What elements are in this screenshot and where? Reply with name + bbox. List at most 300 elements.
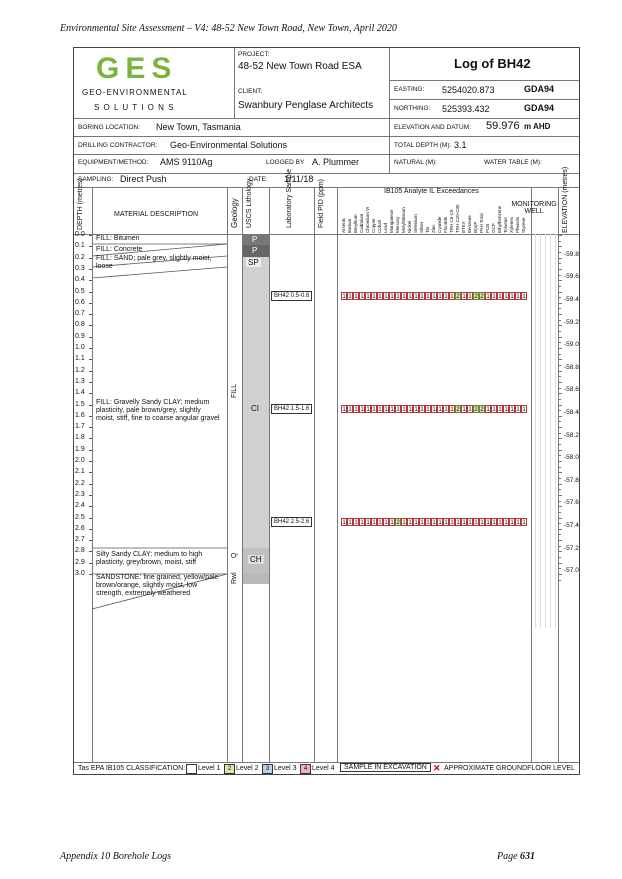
elevation-minor-tick xyxy=(559,574,562,575)
depth-tick xyxy=(89,246,92,247)
analyte-name: Beryllium xyxy=(353,214,358,233)
well-gridline xyxy=(545,234,546,628)
exceedance-cell: 1 xyxy=(510,520,514,526)
exceedance-cell: 1 xyxy=(432,520,436,526)
elevation-minor-tick xyxy=(559,241,561,242)
page-header: Environmental Site Assessment – V4: 48-52 New Town Road, New Town, April 2020 xyxy=(60,23,397,34)
exceedance-cell: 2 xyxy=(474,294,478,300)
uscs-p1: P xyxy=(252,235,258,244)
depth-tick-label: 1.1 xyxy=(75,355,85,363)
elevation-tick-label: -59.4 xyxy=(564,296,579,304)
exceedance-cell: 1 xyxy=(426,520,430,526)
elevation-minor-tick xyxy=(559,376,561,377)
exceedance-cell: 2 xyxy=(456,294,460,300)
depth-tick-label: 2.3 xyxy=(75,490,85,498)
exceedance-cell: 1 xyxy=(378,294,382,300)
elevation-minor-tick xyxy=(559,263,561,264)
analyte-name: Xylenes xyxy=(509,216,514,233)
elevation-minor-tick xyxy=(559,580,561,581)
northing-value: 525393.432 xyxy=(442,104,490,114)
well-gridline xyxy=(540,234,541,628)
exceedance-cell: 1 xyxy=(414,407,418,413)
exceedance-cell: 1 xyxy=(510,294,514,300)
groundfloor-marker-icon: ✕ xyxy=(433,763,441,773)
analyte-name: Cobalt xyxy=(377,219,382,233)
depth-tick-label: 0.5 xyxy=(75,287,85,295)
elevation-minor-tick xyxy=(559,484,562,485)
analyte-name: OCP xyxy=(491,223,496,233)
exceedance-cell: 1 xyxy=(444,294,448,300)
analyte-name: Silver xyxy=(419,221,424,233)
exceedance-cell: 1 xyxy=(360,407,364,413)
exceedance-cell: 1 xyxy=(390,294,394,300)
col-lab: Laboratory Sample xyxy=(286,168,293,228)
exceedance-cell: 1 xyxy=(426,294,430,300)
sample-box-2: BH42 1.5-1.6 xyxy=(271,404,312,414)
depth-tick xyxy=(89,529,92,530)
exceedance-cell: 1 xyxy=(402,407,406,413)
exceedance-cell: 1 xyxy=(468,407,472,413)
company-line1: GEO-ENVIRONMENTAL xyxy=(82,88,188,97)
northing-datum: GDA94 xyxy=(524,103,555,113)
elevation-minor-tick xyxy=(559,410,561,411)
elevation-minor-tick xyxy=(559,235,562,236)
legend-level4-swatch: 4 xyxy=(300,764,311,774)
depth-tick-label: 1.7 xyxy=(75,423,85,431)
depth-tick xyxy=(89,506,92,507)
analyte-name: Zinc xyxy=(431,224,436,233)
exceedance-cell: 1 xyxy=(474,520,478,526)
depth-tick xyxy=(89,337,92,338)
elevation-tick-label: -57.8 xyxy=(564,476,579,484)
exceedance-cell: 1 xyxy=(420,407,424,413)
depth-tick xyxy=(89,518,92,519)
elevation-minor-tick xyxy=(559,546,561,547)
depth-tick-label: 1.0 xyxy=(75,344,85,351)
exceedance-cell: 1 xyxy=(390,520,394,526)
exceedance-cell: 1 xyxy=(486,520,490,526)
col-pid: Field PID (ppm) xyxy=(318,178,325,228)
exceedance-cell: 1 xyxy=(372,294,376,300)
depth-tick xyxy=(89,574,92,575)
depth-tick-label: 0.1 xyxy=(75,242,85,250)
exceedance-cell: 1 xyxy=(516,294,520,300)
exceedance-cell: 1 xyxy=(366,407,370,413)
elevation-minor-tick xyxy=(559,371,562,372)
analyte-name: Nickel xyxy=(407,220,412,233)
analyte-name: B(a)P xyxy=(473,221,478,233)
client-value: Swanbury Penglase Architects xyxy=(238,100,374,111)
col-geology: Geology xyxy=(230,198,239,228)
easting-value: 5254020.873 xyxy=(442,85,495,95)
exceedance-cell: 1 xyxy=(516,520,520,526)
elevation-minor-tick xyxy=(559,246,562,247)
boring-location-label: BORING LOCATION: xyxy=(78,124,140,131)
depth-tick xyxy=(89,348,92,349)
strata-bitumen: FILL: Bitumen xyxy=(96,235,140,242)
page-number: 631 xyxy=(520,851,536,862)
elevation-tick-label: -58.8 xyxy=(564,363,579,371)
elevation-minor-tick xyxy=(559,427,562,428)
elevation-minor-tick xyxy=(559,472,562,473)
exceedance-cell: 1 xyxy=(450,407,454,413)
exceedance-cell: 1 xyxy=(504,520,508,526)
elevation-minor-tick xyxy=(559,568,561,569)
exceedance-cell: 1 xyxy=(408,520,412,526)
elevation-minor-tick xyxy=(559,534,561,535)
depth-tick-label: 0.0 xyxy=(75,231,85,238)
depth-tick xyxy=(89,416,92,417)
uscs-p2: P xyxy=(252,246,258,255)
exceedance-cell: 1 xyxy=(396,294,400,300)
legend-level1-swatch xyxy=(186,764,197,774)
col-depth: DEPTH (metres) xyxy=(77,178,84,230)
exceedance-cell: 1 xyxy=(384,407,388,413)
elevation-minor-tick xyxy=(559,557,561,558)
elevation-minor-tick xyxy=(559,314,562,315)
exceedance-cell: 1 xyxy=(348,520,352,526)
exceedance-cell: 1 xyxy=(498,294,502,300)
elevation-tick-label: -58.2 xyxy=(564,431,579,439)
exceedance-cell: 1 xyxy=(354,520,358,526)
exceedance-cell: 1 xyxy=(414,294,418,300)
sample-box-3: BH42 2.5-2.6 xyxy=(271,517,312,527)
exceedance-cell: 1 xyxy=(456,520,460,526)
depth-tick xyxy=(89,495,92,496)
depth-tick xyxy=(89,280,92,281)
depth-tick-label: 1.8 xyxy=(75,434,85,442)
uscs-rock-band xyxy=(243,574,269,584)
exceedance-cell: 1 xyxy=(378,520,382,526)
exceedance-cell: 1 xyxy=(378,407,382,413)
depth-tick-label: 2.0 xyxy=(75,457,85,464)
elevation-tick-label: -59.6 xyxy=(564,273,579,281)
col-well: MONITORING WELL xyxy=(511,201,557,215)
borehole-log-sheet xyxy=(73,47,580,775)
elevation-minor-tick xyxy=(559,495,562,496)
elevation-minor-tick xyxy=(559,393,562,394)
elevation-tick-label: -59.2 xyxy=(564,318,579,326)
depth-tick-label: 0.9 xyxy=(75,332,85,340)
exceedance-cell: 1 xyxy=(426,407,430,413)
page-label: Page xyxy=(497,851,521,862)
elevation-minor-tick xyxy=(559,540,562,541)
analyte-name: Selenium xyxy=(413,214,418,233)
depth-tick xyxy=(89,382,92,383)
elevation-minor-tick xyxy=(559,467,561,468)
page-footer-right xyxy=(497,851,535,862)
elevation-minor-tick xyxy=(559,518,562,519)
elevation-minor-tick xyxy=(559,365,561,366)
exceedance-cell: 1 xyxy=(408,407,412,413)
equipment-value: AMS 9110Ag xyxy=(160,157,213,167)
elevation-minor-tick xyxy=(559,280,562,281)
elevation-tick-label: -57.0 xyxy=(564,567,579,575)
natural-label: NATURAL (M): xyxy=(394,159,437,166)
depth-tick-label: 2.9 xyxy=(75,558,85,566)
geology-q: Q xyxy=(231,552,238,558)
legend-level2-swatch: 2 xyxy=(224,764,235,774)
analyte-name: Styrene xyxy=(521,217,526,233)
northing-label: NORTHING: xyxy=(394,105,431,112)
elevation-minor-tick xyxy=(559,455,561,456)
exceedance-cell: 1 xyxy=(438,294,442,300)
elevation-tick-label: -57.6 xyxy=(564,499,579,507)
log-title: Log of BH42 xyxy=(454,56,531,71)
depth-tick-label: 2.4 xyxy=(75,502,85,510)
logged-by-label: LOGGED BY xyxy=(266,159,305,166)
col-ib105: IB105 Analyte IL Exceedances xyxy=(384,188,479,195)
elevation-minor-tick xyxy=(559,506,562,507)
legend-bar xyxy=(74,762,579,775)
depth-tick-label: 0.7 xyxy=(75,310,85,318)
exceedance-cell: 2 xyxy=(480,294,484,300)
exceedance-cell: 1 xyxy=(492,520,496,526)
elevation-minor-tick xyxy=(559,461,562,462)
elevation-minor-tick xyxy=(559,325,562,326)
analyte-header-row xyxy=(339,197,529,234)
elevation-minor-tick xyxy=(559,359,562,360)
legend-level1: Level 1 xyxy=(198,765,221,772)
analyte-name: Arsenic xyxy=(341,217,346,233)
exceedance-cell: 1 xyxy=(498,407,502,413)
depth-tick-label: 2.1 xyxy=(75,468,85,476)
legend-classification: Tas EPA IB105 CLASSIFICATION: xyxy=(78,765,186,772)
elevation-minor-tick xyxy=(559,337,562,338)
analyte-name: Tin xyxy=(425,226,430,233)
exceedance-cell: 1 xyxy=(522,407,526,413)
legend-level2: Level 2 xyxy=(236,765,259,772)
elevation-minor-tick xyxy=(559,501,561,502)
depth-tick-label: 0.2 xyxy=(75,253,85,261)
elevation-minor-tick xyxy=(559,478,561,479)
exceedance-cell: 1 xyxy=(462,407,466,413)
uscs-ch: CH xyxy=(250,555,262,564)
depth-tick xyxy=(89,427,92,428)
exceedance-cell: 1 xyxy=(450,520,454,526)
sampling-value: Direct Push xyxy=(120,174,167,184)
depth-tick xyxy=(89,235,92,236)
exceedance-row-2 xyxy=(341,405,527,413)
exceedance-cell: 1 xyxy=(420,294,424,300)
elevation-minor-tick xyxy=(559,416,562,417)
exceedance-row-3 xyxy=(341,518,527,526)
elevation-tick-label: -58.0 xyxy=(564,454,579,462)
legend-level3: Level 3 xyxy=(274,765,297,772)
drilling-contractor-label: DRILLING CONTRACTOR: xyxy=(78,142,158,149)
boring-location-value: New Town, Tasmania xyxy=(156,122,241,132)
depth-tick xyxy=(89,303,92,304)
exceedance-row-1 xyxy=(341,292,527,300)
exceedance-cell: 1 xyxy=(510,407,514,413)
depth-tick-label: 2.8 xyxy=(75,547,85,555)
exceedance-cell: 2 xyxy=(480,407,484,413)
analyte-name: PAH Total xyxy=(479,213,484,233)
elevation-minor-tick xyxy=(559,421,561,422)
exceedance-cell: 1 xyxy=(450,294,454,300)
logged-by-value: A. Plummer xyxy=(312,157,360,167)
elevation-tick-label: -58.6 xyxy=(564,386,579,394)
exceedance-cell: 1 xyxy=(414,520,418,526)
elevation-tick-label: -59.0 xyxy=(564,341,579,349)
depth-tick xyxy=(89,393,92,394)
depth-tick xyxy=(89,258,92,259)
uscs-fill-band xyxy=(243,257,269,548)
elevation-minor-tick xyxy=(559,444,561,445)
analyte-name: Cadmium xyxy=(359,213,364,233)
exceedance-cell: 1 xyxy=(360,294,364,300)
exceedance-cell: 1 xyxy=(402,520,406,526)
legend-level3-swatch: 3 xyxy=(262,764,273,774)
elevation-minor-tick xyxy=(559,292,562,293)
elevation-minor-tick xyxy=(559,269,562,270)
elevation-minor-tick xyxy=(559,308,561,309)
col-material: MATERIAL DESCRIPTION xyxy=(114,211,199,218)
elevation-minor-tick xyxy=(559,252,561,253)
uscs-sp: SP xyxy=(248,258,259,267)
page-footer-left: Appendix 10 Borehole Logs xyxy=(60,851,172,862)
analyte-name: TRH C6-C9 xyxy=(449,209,454,233)
exceedance-cell: 1 xyxy=(372,407,376,413)
depth-tick-label: 2.6 xyxy=(75,524,85,532)
elevation-minor-tick xyxy=(559,382,562,383)
depth-tick xyxy=(89,325,92,326)
analyte-name: Chromium VI xyxy=(365,206,370,233)
exceedance-cell: 1 xyxy=(498,520,502,526)
exceedance-cell: 1 xyxy=(342,407,346,413)
depth-tick xyxy=(89,405,92,406)
exceedance-cell: 1 xyxy=(354,407,358,413)
depth-tick-label: 1.2 xyxy=(75,366,85,374)
analyte-name: Toluene xyxy=(503,217,508,233)
total-depth-label: TOTAL DEPTH (M): xyxy=(394,142,452,149)
elevation-label: ELEVATION AND DATUM: xyxy=(394,124,471,131)
depth-tick xyxy=(89,292,92,293)
well-gridline xyxy=(550,234,551,628)
depth-tick-label: 0.6 xyxy=(75,298,85,306)
exceedance-cell: 1 xyxy=(384,520,388,526)
depth-tick-label: 1.3 xyxy=(75,377,85,385)
exceedance-cell: 1 xyxy=(396,407,400,413)
elevation-minor-tick xyxy=(559,438,562,439)
exceedance-cell: 1 xyxy=(462,520,466,526)
elevation-minor-tick xyxy=(559,331,561,332)
exceedance-cell: 1 xyxy=(348,407,352,413)
depth-tick-label: 1.5 xyxy=(75,400,85,408)
elevation-minor-tick xyxy=(559,320,561,321)
analyte-name: Molybdenum xyxy=(401,207,406,233)
geology-fill: FILL xyxy=(231,383,238,398)
exceedance-cell: 1 xyxy=(486,294,490,300)
exceedance-cell: 1 xyxy=(348,294,352,300)
elevation-minor-tick xyxy=(559,405,562,406)
exceedance-cell: 1 xyxy=(432,407,436,413)
depth-tick-label: 1.9 xyxy=(75,445,85,453)
elevation-minor-tick xyxy=(559,551,562,552)
sampling-label: SAMPLING: xyxy=(78,176,114,183)
depth-tick xyxy=(89,540,92,541)
strata-concrete: FILL: Concrete xyxy=(96,246,143,253)
elevation-minor-tick xyxy=(559,512,561,513)
elevation-minor-tick xyxy=(559,342,561,343)
exceedance-cell: 1 xyxy=(372,520,376,526)
elevation-minor-tick xyxy=(559,275,561,276)
depth-tick xyxy=(89,551,92,552)
exceedance-cell: 1 xyxy=(360,520,364,526)
depth-tick xyxy=(89,472,92,473)
depth-tick-label: 1.4 xyxy=(75,389,85,397)
exceedance-cell: 2 xyxy=(456,407,460,413)
exceedance-cell: 1 xyxy=(420,520,424,526)
exceedance-cell: 1 xyxy=(390,407,394,413)
elevation-minor-tick xyxy=(559,523,561,524)
easting-label: EASTING: xyxy=(394,86,425,93)
depth-tick xyxy=(89,438,92,439)
elevation-minor-tick xyxy=(559,529,562,530)
strata-sandstone: SANDSTONE: fine grained, yellow/pale brown/orange, slightly moist, low strength, extremely weathered xyxy=(96,574,219,597)
elevation-minor-tick xyxy=(559,450,562,451)
exceedance-cell: 1 xyxy=(342,520,346,526)
depth-tick xyxy=(89,461,92,462)
analyte-name: Barium xyxy=(347,218,352,233)
analyte-name: Fluoride xyxy=(443,216,448,233)
col-elevation: ELEVATION (metres) xyxy=(562,166,569,233)
depth-tick xyxy=(89,450,92,451)
analyte-name: Lead xyxy=(383,222,388,233)
elevation-minor-tick xyxy=(559,348,562,349)
depth-tick-label: 0.8 xyxy=(75,321,85,329)
drilling-contractor-value: Geo-Environmental Solutions xyxy=(170,140,288,150)
date-label: DATE: xyxy=(249,176,268,183)
exceedance-cell: 2 xyxy=(396,520,400,526)
depth-tick-label: 2.5 xyxy=(75,513,85,521)
depth-tick-label: 0.4 xyxy=(75,276,85,284)
elevation-minor-tick xyxy=(559,388,561,389)
easting-datum: GDA94 xyxy=(524,84,555,94)
legend-approx-groundfloor: APPROXIMATE GROUNDFLOOR LEVEL xyxy=(444,765,575,772)
client-label: CLIENT: xyxy=(238,88,263,95)
exceedance-cell: 1 xyxy=(438,407,442,413)
exceedance-cell: 1 xyxy=(432,294,436,300)
exceedance-cell: 1 xyxy=(504,294,508,300)
ges-logo: GES xyxy=(96,52,178,85)
exceedance-cell: 1 xyxy=(468,520,472,526)
sample-box-1: BH42 0.5-0.6 xyxy=(271,291,312,301)
exceedance-cell: 1 xyxy=(438,520,442,526)
analyte-name: Ethylbenzene xyxy=(497,205,502,233)
elevation-minor-tick xyxy=(559,489,561,490)
exceedance-cell: 1 xyxy=(492,407,496,413)
analyte-name: Cyanide xyxy=(437,216,442,233)
project-value: 48-52 New Town Road ESA xyxy=(238,61,362,72)
elevation-tick-label: -59.8 xyxy=(564,250,579,258)
exceedance-cell: 1 xyxy=(462,294,466,300)
company-line2: S O L U T I O N S xyxy=(94,103,175,112)
depth-tick xyxy=(89,484,92,485)
legend-level4: Level 4 xyxy=(312,765,335,772)
col-uscs: USCS Lithology xyxy=(246,178,253,228)
geology-rwl: Rwl xyxy=(231,572,238,584)
exceedance-cell: 1 xyxy=(366,520,370,526)
depth-tick-label: 1.6 xyxy=(75,411,85,419)
elevation-minor-tick xyxy=(559,286,561,287)
exceedance-cell: 1 xyxy=(480,520,484,526)
exceedance-cell: 1 xyxy=(384,294,388,300)
exceedance-cell: 1 xyxy=(522,520,526,526)
date-value: 1/11/18 xyxy=(284,174,314,184)
depth-tick xyxy=(89,269,92,270)
exceedance-cell: 1 xyxy=(486,407,490,413)
